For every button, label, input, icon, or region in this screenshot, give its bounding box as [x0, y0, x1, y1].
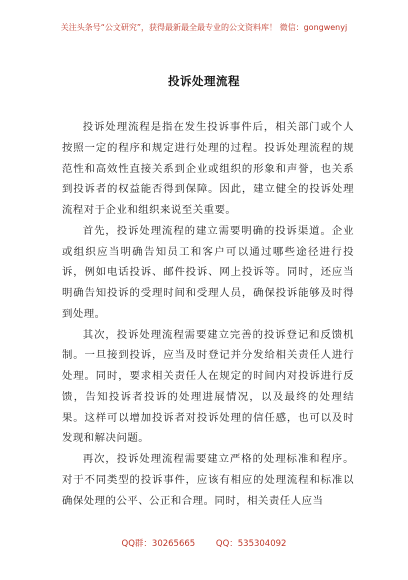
header-banner: 关注头条号“公文研究”，获得最新最全最专业的公文资料库！ 微信：gongwenyj	[60, 23, 348, 32]
footer	[0, 537, 408, 549]
paragraph-channels: 首先，投诉处理流程的建立需要明确的投诉渠道。企业或组织应当明确告知员工和客户可以通过哪些途径进行投诉，例如电话投诉、邮件投诉、网上投诉等。同时，还应当明确告知投诉的受理时间和受理人员，确保投诉能够及时得到处理。	[62, 224, 354, 320]
footer-qq: QQ：535304092	[215, 539, 287, 549]
document-body	[62, 117, 354, 511]
paragraph-standards: 再次，投诉处理流程需要建立严格的处理标准和程序。对于不同类型的投诉事件，应该有相应的处理流程和标准以确保处理的公平、公正和合理。同时，相关责任人应当	[62, 453, 354, 507]
footer-qq-group: QQ群：30265665	[121, 539, 196, 549]
paragraph-intro: 投诉处理流程是指在发生投诉事件后，相关部门或个人按照一定的程序和规定进行处理的过程。投诉处理流程的规范性和高效性直接关系到企业或组织的形象和声誉，也关系到投诉者的权益能否得到保障。因此，建立健全的投诉处理流程对于企业和组织来说至关重要。	[62, 121, 354, 216]
paragraph-registration: 其次，投诉处理流程需要建立完善的投诉登记和反馈机制。一旦接到投诉，应当及时登记并分发给相关责任人进行处理。同时，要求相关责任人在规定的时间内对投诉进行反馈，告知投诉者投诉的处理进展情况，以及最终的处理结果。这样可以增加投诉者对投诉处理的信任感，也可以及时发现和解决问题。	[62, 328, 354, 445]
document-title: 投诉处理流程	[168, 74, 240, 88]
